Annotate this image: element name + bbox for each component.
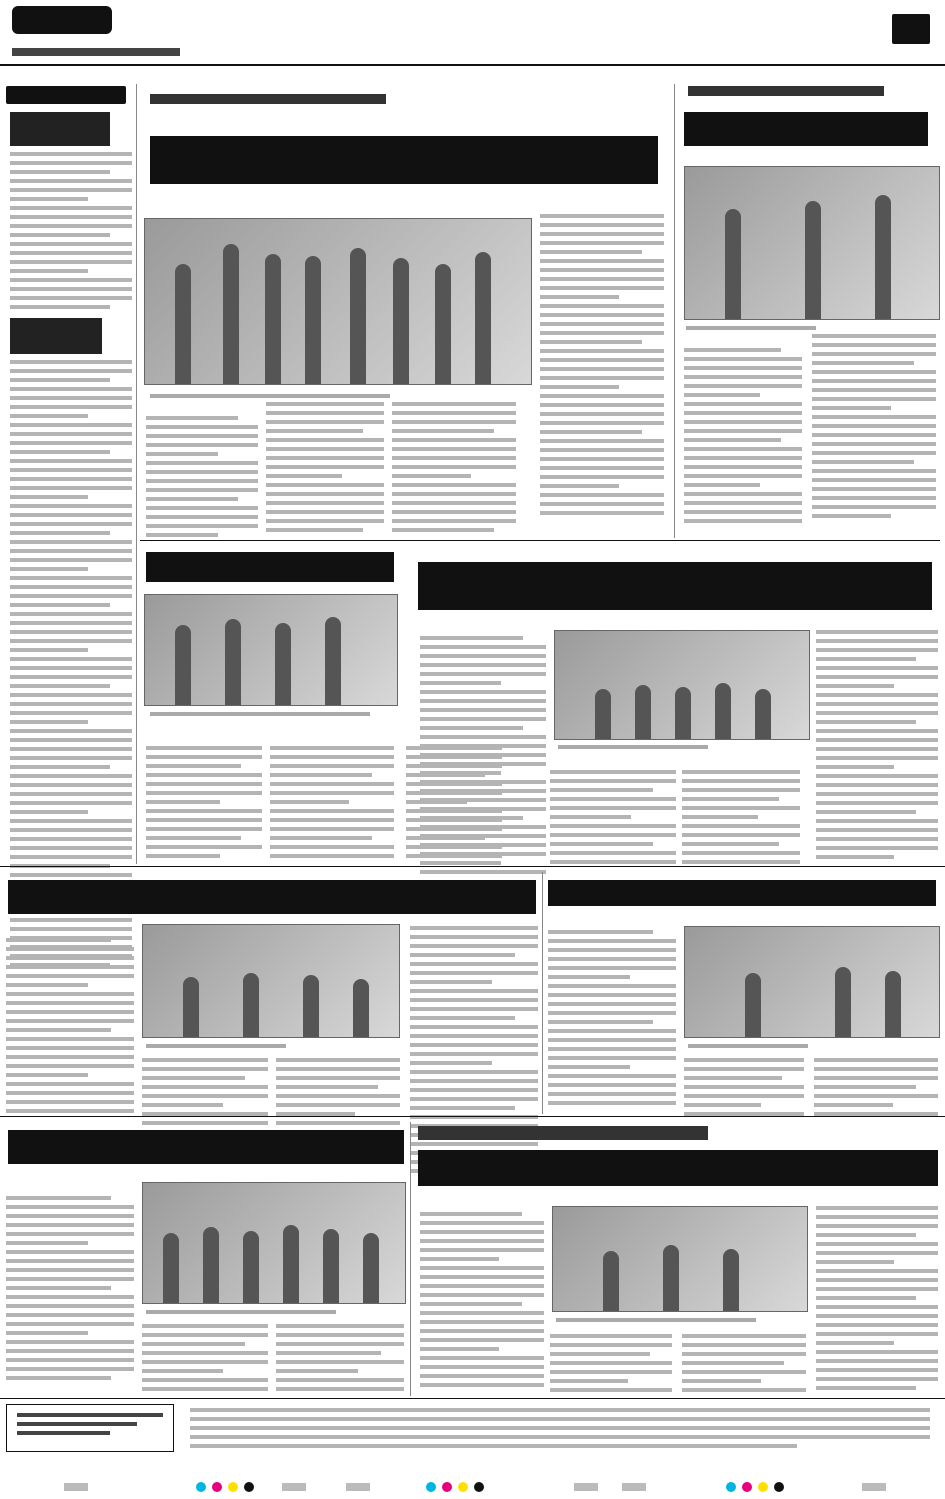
football-text-col-2 <box>266 402 384 537</box>
dateline <box>12 48 180 56</box>
procession-caption-line <box>150 712 370 716</box>
registration-marks <box>0 1482 945 1492</box>
traffic-caption-line <box>686 326 816 330</box>
skill-text-col-2 <box>550 770 676 869</box>
aids-day-headline <box>418 1150 938 1186</box>
row-4-rule <box>0 1116 945 1117</box>
discussion-caption-line <box>146 1044 286 1048</box>
skill-workshop-headline <box>418 562 932 610</box>
row-3-rule <box>0 866 945 867</box>
traffic-police-photo <box>684 166 940 320</box>
left-column-divider <box>136 84 137 864</box>
aids-day-kicker <box>418 1126 708 1140</box>
footer-contact-box <box>6 1404 174 1452</box>
discussion-text-col-2 <box>142 1058 268 1130</box>
traffic-headline <box>684 112 928 146</box>
section-badge <box>6 86 126 104</box>
brief-1-text <box>10 152 132 314</box>
footer-rule <box>0 1398 945 1399</box>
football-caption-line <box>150 394 390 398</box>
blanket-distribution-headline <box>8 1130 404 1164</box>
skill-text-col-3 <box>682 770 800 869</box>
aids-text-col-3 <box>682 1334 806 1397</box>
discussion-text-col-1 <box>6 938 134 1118</box>
traffic-kicker <box>688 86 884 96</box>
legal-text-col-2 <box>684 1058 804 1121</box>
aids-day-photo <box>552 1206 808 1312</box>
football-headline <box>150 136 658 184</box>
procession-headline <box>146 552 394 582</box>
football-team-photo <box>144 218 532 385</box>
legal-text-col-3 <box>814 1058 938 1121</box>
discussion-photo <box>142 924 400 1038</box>
procession-photo <box>144 594 398 706</box>
procession-text-col-1 <box>146 746 262 863</box>
brief-2-headline <box>10 318 102 354</box>
legal-caption-line <box>688 1044 808 1048</box>
football-kicker <box>150 94 386 104</box>
football-text-col-1 <box>146 416 258 542</box>
traffic-text-col-2 <box>812 334 936 523</box>
aids-text-col-1 <box>420 1212 544 1392</box>
masthead-rule <box>0 64 945 66</box>
page-number <box>892 14 930 44</box>
footer-contact-numbers <box>190 1408 930 1453</box>
football-text-col-3 <box>392 402 516 537</box>
row-2-rule <box>140 540 940 541</box>
discussion-text-col-3 <box>276 1058 400 1130</box>
brief-1-headline <box>10 112 110 146</box>
discussion-legal-divider <box>542 872 543 1114</box>
skill-workshop-photo <box>554 630 810 740</box>
discussion-headline <box>8 880 536 914</box>
aids-text-col-4 <box>816 1206 938 1395</box>
legal-aid-photo <box>684 926 940 1038</box>
aids-text-col-2 <box>550 1334 672 1397</box>
skill-text-col-1 <box>420 636 546 879</box>
blanket-text-col-1 <box>6 1196 134 1385</box>
blanket-aids-divider <box>410 1122 411 1396</box>
legal-text-col-1 <box>548 930 676 1110</box>
football-text-col-4 <box>540 214 664 520</box>
procession-text-col-2 <box>270 746 394 863</box>
blanket-text-col-2 <box>142 1324 268 1396</box>
discussion-text-col-4 <box>410 926 538 1178</box>
blanket-text-col-3 <box>276 1324 404 1396</box>
football-traffic-divider <box>674 84 675 538</box>
blanket-caption-line <box>146 1310 336 1314</box>
skill-caption-line <box>558 745 708 749</box>
newspaper-logo <box>12 6 112 34</box>
legal-aid-headline <box>548 880 936 906</box>
traffic-text-col-1 <box>684 348 802 528</box>
aids-caption-line <box>556 1318 756 1322</box>
blanket-distribution-photo <box>142 1182 406 1304</box>
skill-text-col-4 <box>816 630 938 864</box>
